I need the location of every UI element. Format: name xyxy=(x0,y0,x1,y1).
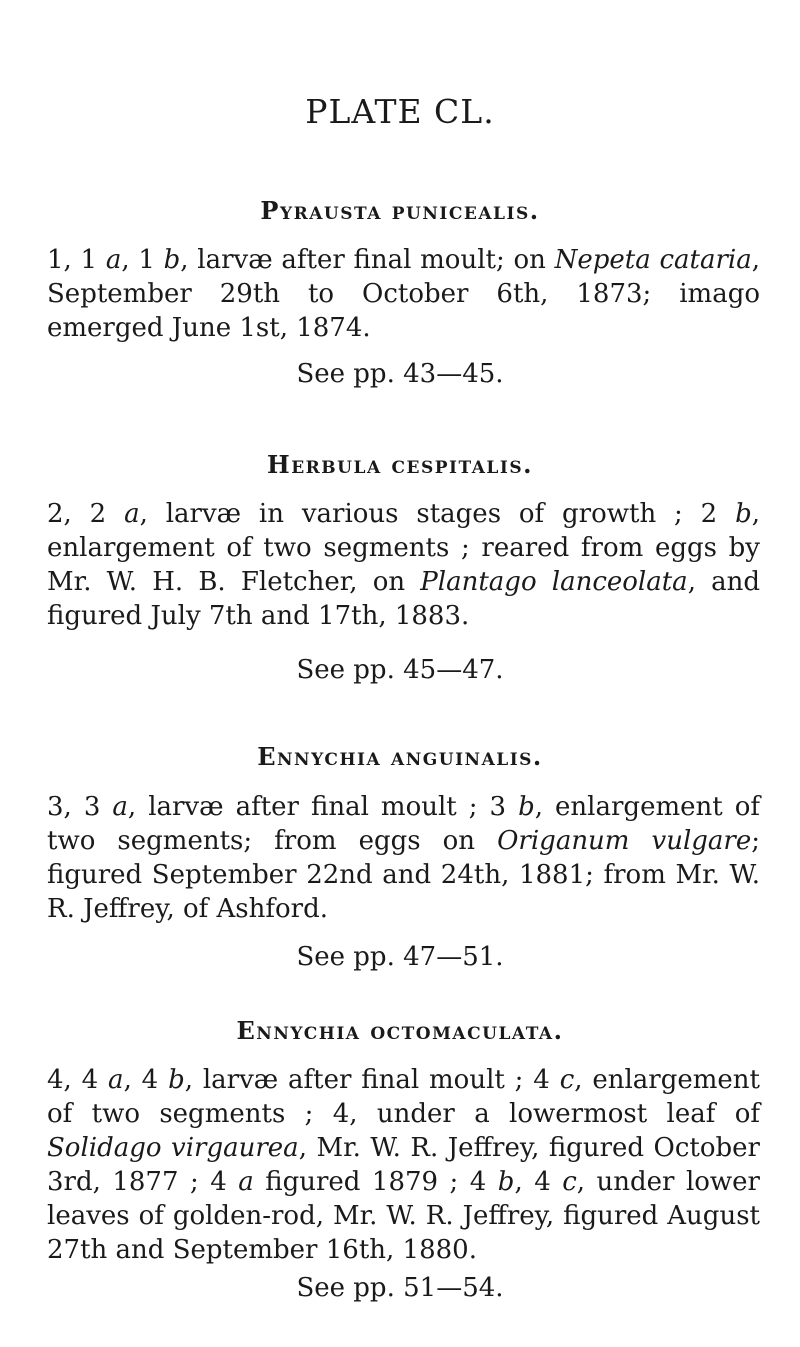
text-run: figured 1879 ; 4 xyxy=(253,1167,498,1197)
text-run: , larvæ after final moult ; 4 xyxy=(184,1065,560,1095)
text-run: ; figured September 22nd and 24th, 1881; from Mr. W. R. Jeffrey, of Ashford. xyxy=(47,826,760,924)
text-run: , larvæ in various stages of growth ; 2 xyxy=(139,499,736,529)
italic-run: a xyxy=(105,245,122,275)
species-description xyxy=(0,790,800,926)
text-run: , under lower leaves of golden-rod, Mr. W. R. Jeffrey, figured August 27th and September 16th, 1880. xyxy=(47,1167,760,1265)
italic-run: Nepeta cataria xyxy=(554,245,752,275)
plate-title: PLATE CL. xyxy=(305,92,495,131)
italic-run: a xyxy=(124,499,140,529)
species-section-ennychia-anguinalis xyxy=(0,742,800,974)
page-reference: See pp. 47—51. xyxy=(296,942,504,972)
italic-run: Solidago virgaurea xyxy=(47,1133,299,1163)
species-description xyxy=(0,1063,800,1267)
text-run: 3, 3 xyxy=(47,792,113,822)
species-heading: Pyrausta punicealis. xyxy=(260,196,540,225)
text-run: 1, 1 xyxy=(47,245,106,275)
text-run: , Mr. W. R. Jeffrey, figured October 3rd, 1877 ; 4 xyxy=(47,1133,760,1197)
italic-run: c xyxy=(559,1065,575,1095)
text-run: , larvæ after final moult ; 3 xyxy=(127,792,519,822)
page-reference: See pp. 45—47. xyxy=(296,655,504,685)
species-heading: Ennychia octomaculata. xyxy=(236,1016,564,1045)
species-section-ennychia-octomaculata xyxy=(0,1016,800,1305)
italic-run: Origanum vulgare xyxy=(497,826,752,856)
italic-run: c xyxy=(562,1167,577,1197)
text-run: , 4 xyxy=(514,1167,563,1197)
italic-run: b xyxy=(497,1167,515,1197)
italic-run: b xyxy=(518,792,535,822)
italic-run: a xyxy=(112,792,128,822)
italic-run: b xyxy=(163,245,181,275)
species-description xyxy=(0,497,800,633)
italic-run: a xyxy=(108,1065,124,1095)
species-section-pyrausta xyxy=(0,196,800,391)
text-run: , and figured July 7th and 17th, 1883. xyxy=(47,567,761,631)
text-run: 2, 2 xyxy=(47,499,125,529)
text-run: , larvæ after final moult; on xyxy=(180,245,555,275)
text-run: 4, 4 xyxy=(47,1065,109,1095)
page-reference: See pp. 51—54. xyxy=(296,1273,504,1303)
text-run: , September 29th to October 6th, 1873; imago emerged June 1st, 1874. xyxy=(47,245,760,343)
text-run: , 1 xyxy=(121,245,164,275)
text-run: , enlargement of two segments ; reared from eggs by Mr. W. H. B. Fletcher, on xyxy=(47,499,760,597)
species-description xyxy=(0,243,800,345)
species-heading: Herbula cespitalis. xyxy=(267,450,533,479)
text-run: , enlargement of two segments ; 4, under a lowermost leaf of xyxy=(47,1065,761,1129)
page-reference: See pp. 43—45. xyxy=(296,359,504,389)
text-run: , 4 xyxy=(123,1065,169,1095)
species-heading: Ennychia anguinalis. xyxy=(257,742,543,771)
species-section-herbula xyxy=(0,450,800,687)
italic-run: Plantago lanceolata xyxy=(420,567,688,597)
text-run: , enlargement of two segments; from eggs on xyxy=(47,792,760,856)
italic-run: a xyxy=(238,1167,254,1197)
italic-run: b xyxy=(735,499,752,529)
italic-run: b xyxy=(168,1065,185,1095)
